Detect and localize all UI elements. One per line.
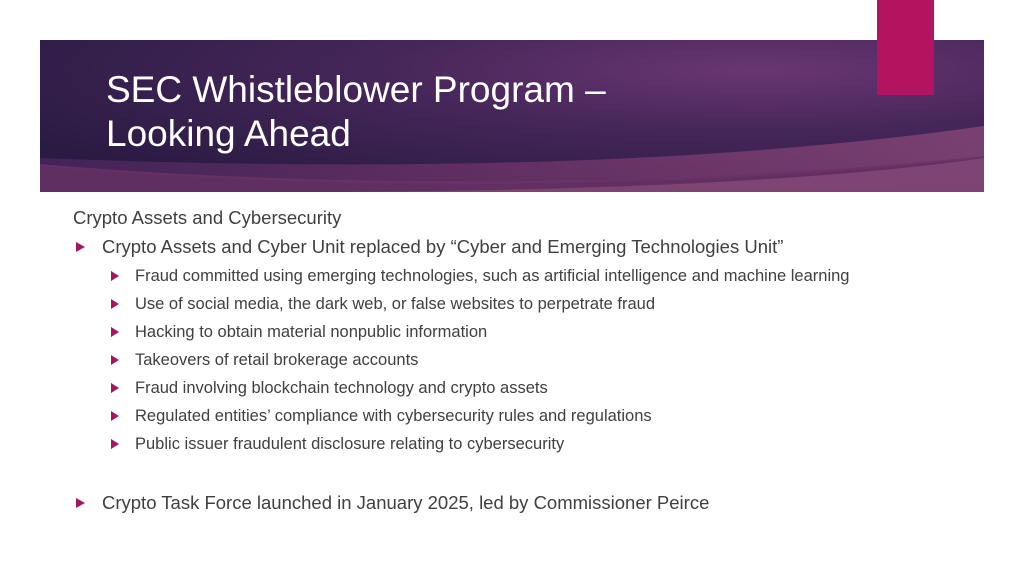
bullet-arrow-icon xyxy=(76,242,85,252)
sub-bullet xyxy=(73,351,935,369)
bullet-arrow-icon xyxy=(111,327,119,337)
sub-bullet-text: Fraud committed using emerging technologies, such as artificial intelligence and machine learning xyxy=(135,267,850,285)
sub-bullet xyxy=(73,295,935,313)
sub-bullet xyxy=(73,379,935,397)
slide-content xyxy=(73,206,973,515)
sub-bullet xyxy=(73,407,935,425)
bullet-task-force xyxy=(73,491,973,515)
title-line-2: Looking Ahead xyxy=(106,113,351,154)
sub-bullet-text: Use of social media, the dark web, or false websites to perpetrate fraud xyxy=(135,295,656,313)
sub-bullet-text: Takeovers of retail brokerage accounts xyxy=(135,351,419,369)
sub-bullet-text: Public issuer fraudulent disclosure relating to cybersecurity xyxy=(135,435,565,453)
bullet-arrow-icon xyxy=(111,411,119,421)
bullet-text: Crypto Task Force launched in January 2025, led by Commissioner Peirce xyxy=(102,492,710,513)
bullet-cyber-unit xyxy=(73,235,973,259)
slide-title xyxy=(106,68,826,156)
section-heading: Crypto Assets and Cybersecurity xyxy=(73,207,342,228)
bullet-arrow-icon xyxy=(111,439,119,449)
sub-bullet-text: Regulated entities’ compliance with cybersecurity rules and regulations xyxy=(135,407,652,425)
bullet-text: Crypto Assets and Cyber Unit replaced by “Cyber and Emerging Technologies Unit” xyxy=(102,236,784,257)
sub-bullet xyxy=(73,435,935,453)
sub-bullet xyxy=(73,323,935,341)
bullet-arrow-icon xyxy=(111,383,119,393)
bullet-arrow-icon xyxy=(76,498,85,508)
sub-bullet-text: Fraud involving blockchain technology and crypto assets xyxy=(135,379,548,397)
bullet-arrow-icon xyxy=(111,299,119,309)
sub-bullet xyxy=(73,267,935,285)
accent-tab xyxy=(877,0,934,95)
title-line-1: SEC Whistleblower Program – xyxy=(106,69,606,110)
bullet-arrow-icon xyxy=(111,271,119,281)
bullet-arrow-icon xyxy=(111,355,119,365)
sub-bullet-text: Hacking to obtain material nonpublic information xyxy=(135,323,488,341)
